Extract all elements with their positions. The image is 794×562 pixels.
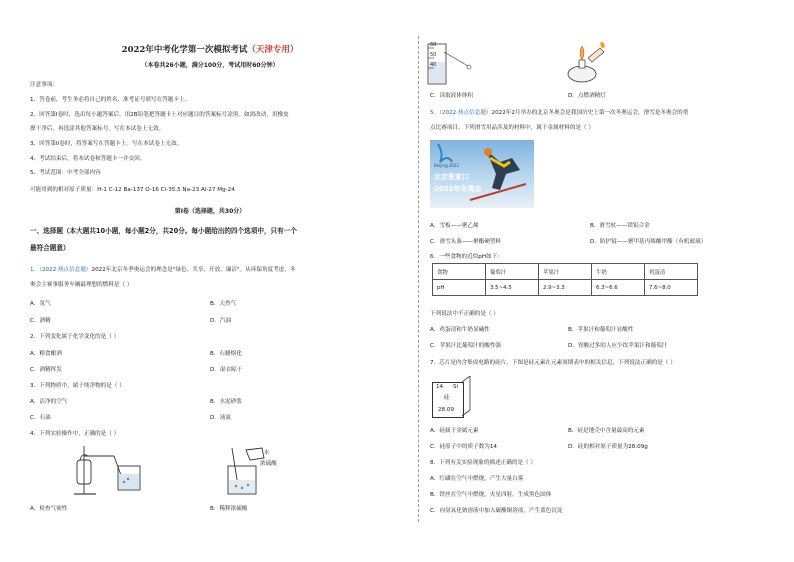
notice-item: 擦干净后，再选涂其他答案标号。写在本试卷上无效。 — [30, 126, 165, 132]
q1-hot-tag: 1．（2022·热点信息题） — [30, 267, 92, 273]
table-cell: 葡萄汁 — [486, 264, 539, 280]
alcohol-lamp-figure — [560, 40, 610, 86]
q1-stem-text: 2022年北京冬季奥运会的理念是"绿色、共享、开放、廉洁"。从环保角度考虑，冬 — [91, 267, 296, 273]
table-cell: 6.3~6.6 — [592, 280, 645, 296]
q5-hot-tag: 5．（2022·热点信息题） — [430, 110, 492, 116]
atomic-masses: 可能用到的相对原子质量：H-1 C-12 Ba-137 O-16 Cl-35.5 Na-23 Al-27 Mg-24 — [30, 187, 235, 193]
q2-option-a: A．粮食酿酒 — [30, 351, 62, 357]
q4-stem: 4．下列实验操作中，正确的是（ ） — [30, 431, 120, 437]
cylinder-mark-40: 40 — [430, 62, 437, 68]
table-row — [433, 264, 698, 280]
q2-option-b: B．石蜡熔化 — [210, 351, 242, 357]
q3-option-d: D．液氮 — [210, 415, 232, 421]
q8-stem: 8．下列有关实验现象的描述正确的是（ ） — [430, 460, 537, 466]
q7-stem: 7．芯片是内含集成电路的硅片，下图是硅元素在元素周期表中的相关信息，下列说法正确的是（ ） — [430, 360, 676, 366]
q5-option-d: D．防护镜——聚甲基丙烯酸甲酯（有机玻璃） — [590, 239, 707, 245]
column-divider — [418, 36, 419, 522]
photo-caption-zjk: 北京张家口 — [434, 173, 469, 181]
q1-option-b: B．天然气 — [210, 301, 237, 307]
q3-stem: 3．下列物质中，属于纯净物的是（ ） — [30, 383, 125, 389]
table-cell: 2.9~3.3 — [539, 280, 592, 296]
q5-stem-line1 — [430, 110, 688, 117]
notice-item: 3、回答第II卷时，将答案写在答题卡上。写在本试卷上无效。 — [30, 141, 183, 147]
q1-option-a: A．氢气 — [30, 301, 51, 307]
element-name: 硅 — [444, 395, 450, 401]
label-water: 水 — [264, 450, 270, 456]
q8-option-a: A．红磷在空气中燃烧，产生大量白雾 — [430, 476, 524, 482]
exam-subtitle: （本卷共26小题，满分100分，考试用时60分钟） — [141, 62, 279, 69]
q8-option-c: C．向氢氧化钠溶液中加入硫酸铜溶液，产生蓝色沉淀 — [430, 508, 563, 514]
q8-option-b: B．铁丝在空气中燃烧，火星四射，生成黑色固体 — [430, 492, 552, 498]
q3-option-a: A．洁净的空气 — [30, 399, 68, 405]
q2-option-d: D．湿衣晾干 — [210, 367, 243, 373]
q5-option-b: B．滑雪杖——镁铝合金 — [590, 223, 650, 229]
q5-stem-text: 2022年2月举办的北京冬奥会是我国历史上第一次冬奥运会，滑雪是冬奥会的重 — [491, 110, 689, 116]
q7-option-a: A．硅属于金属元素 — [430, 428, 479, 434]
table-cell: 食物 — [433, 264, 486, 280]
q6-option-d: D．胃酸过多的人应少饮苹果汁和葡萄汁 — [568, 343, 668, 349]
q1-option-c: C．酒精 — [30, 318, 51, 324]
q7-option-c: C．硅原子中的质子数为14 — [430, 444, 497, 450]
table-cell: pH — [433, 280, 486, 296]
notice-item: 5、考试范围：中考全部内容 — [30, 170, 101, 176]
q2-option-c: C．酒精挥发 — [30, 367, 62, 373]
q1-stem-line2: 奥会主赛事服务车辆最理想的燃料是（ ） — [30, 282, 133, 288]
q5-option-a: A．雪板——聚乙烯 — [430, 223, 479, 229]
q4-option-c: C．读取液体体积 — [430, 93, 474, 99]
q6-stem: 6．一些食物的近似pH如下： — [430, 254, 503, 260]
section-instruction-2: 最符合题意） — [30, 244, 70, 252]
silicon-element-card — [432, 382, 464, 418]
q1-option-d: D．汽油 — [210, 318, 232, 324]
q7-option-b: B．硅是地壳中含量最高的元素 — [568, 428, 645, 434]
q3-option-b: B．水泥砂浆 — [210, 399, 242, 405]
ph-table — [432, 263, 698, 296]
section-instruction-1: 一、选择题（本大题共10小题，每小题2分，共20分。每小题给出的四个选项中，只有一个 — [30, 227, 297, 235]
q4-option-a: A．检查气密性 — [30, 506, 68, 512]
element-mass: 28.09 — [438, 407, 455, 413]
notice-item: 2、回答第I卷时，选出每小题答案后，用2B铅笔把答题卡上对应题目的答案标号涂黑。如需改动，用橡皮 — [30, 112, 289, 118]
gas-tightness-apparatus-figure — [62, 444, 162, 500]
photo-caption-2022: 2022年冬奥会 — [434, 185, 482, 193]
cylinder-mark-50: 50 — [430, 52, 437, 58]
element-number: 14 — [436, 384, 444, 390]
olympics-skier-photo — [430, 140, 534, 208]
q6-option-c: C．苹果汁比葡萄汁的酸性强 — [430, 343, 502, 349]
element-symbol: Si — [453, 384, 459, 390]
table-cell: 3.5~4.5 — [486, 280, 539, 296]
q3-option-c: C．石油 — [30, 415, 51, 421]
q6-option-a: A．鸡蛋清和牛奶显碱性 — [430, 327, 490, 333]
part1-heading: 第I卷（选择题，共30分） — [174, 208, 246, 215]
table-cell: 苹果汁 — [539, 264, 592, 280]
element-card-depth — [462, 376, 472, 418]
table-cell: 牛奶 — [592, 264, 645, 280]
q2-stem: 2．下列变化属于化学变化的是（ ） — [30, 334, 120, 340]
photo-caption-beijing: Beijing 2022 — [434, 163, 460, 168]
notice-item: 4、考试结束后，将本试卷和答题卡一并交回。 — [30, 156, 146, 162]
q6-prompt: 下列说法中不正确的是（ ） — [430, 311, 499, 317]
title-main: 2022年中考化学第一次模拟考试 — [121, 45, 248, 55]
exam-title — [0, 43, 420, 55]
table-row — [433, 280, 698, 296]
notice-item: 1、答卷前，考生务必将自己的姓名、准考证号填写在答题卡上。 — [30, 97, 191, 103]
table-cell: 7.6~8.0 — [645, 280, 698, 296]
q6-option-b: B．苹果汁和葡萄汁显酸性 — [568, 327, 634, 333]
q1-stem-line1 — [30, 267, 296, 274]
notice-heading: 注意事项： — [30, 82, 58, 88]
q7-option-d: D．硅的相对原子质量为28.09g — [568, 444, 648, 450]
q5-option-c: C．滑雪头盔——聚酯硬塑料 — [430, 239, 502, 245]
table-cell: 鸡蛋清 — [645, 264, 698, 280]
label-conc-acid: 浓硫酸 — [260, 461, 277, 467]
q4-option-d: D．点燃酒精灯 — [568, 93, 606, 99]
q4-option-b: B．稀释浓硫酸 — [210, 506, 248, 512]
q5-stem-line2: 点比赛项目。下列滑雪用品涉及的材料中，属于金属材料的是（ ） — [430, 125, 594, 131]
dilute-acid-figure — [222, 444, 292, 500]
cylinder-mark-60: 60 — [430, 42, 437, 48]
title-accent: （天津专用） — [247, 45, 299, 55]
